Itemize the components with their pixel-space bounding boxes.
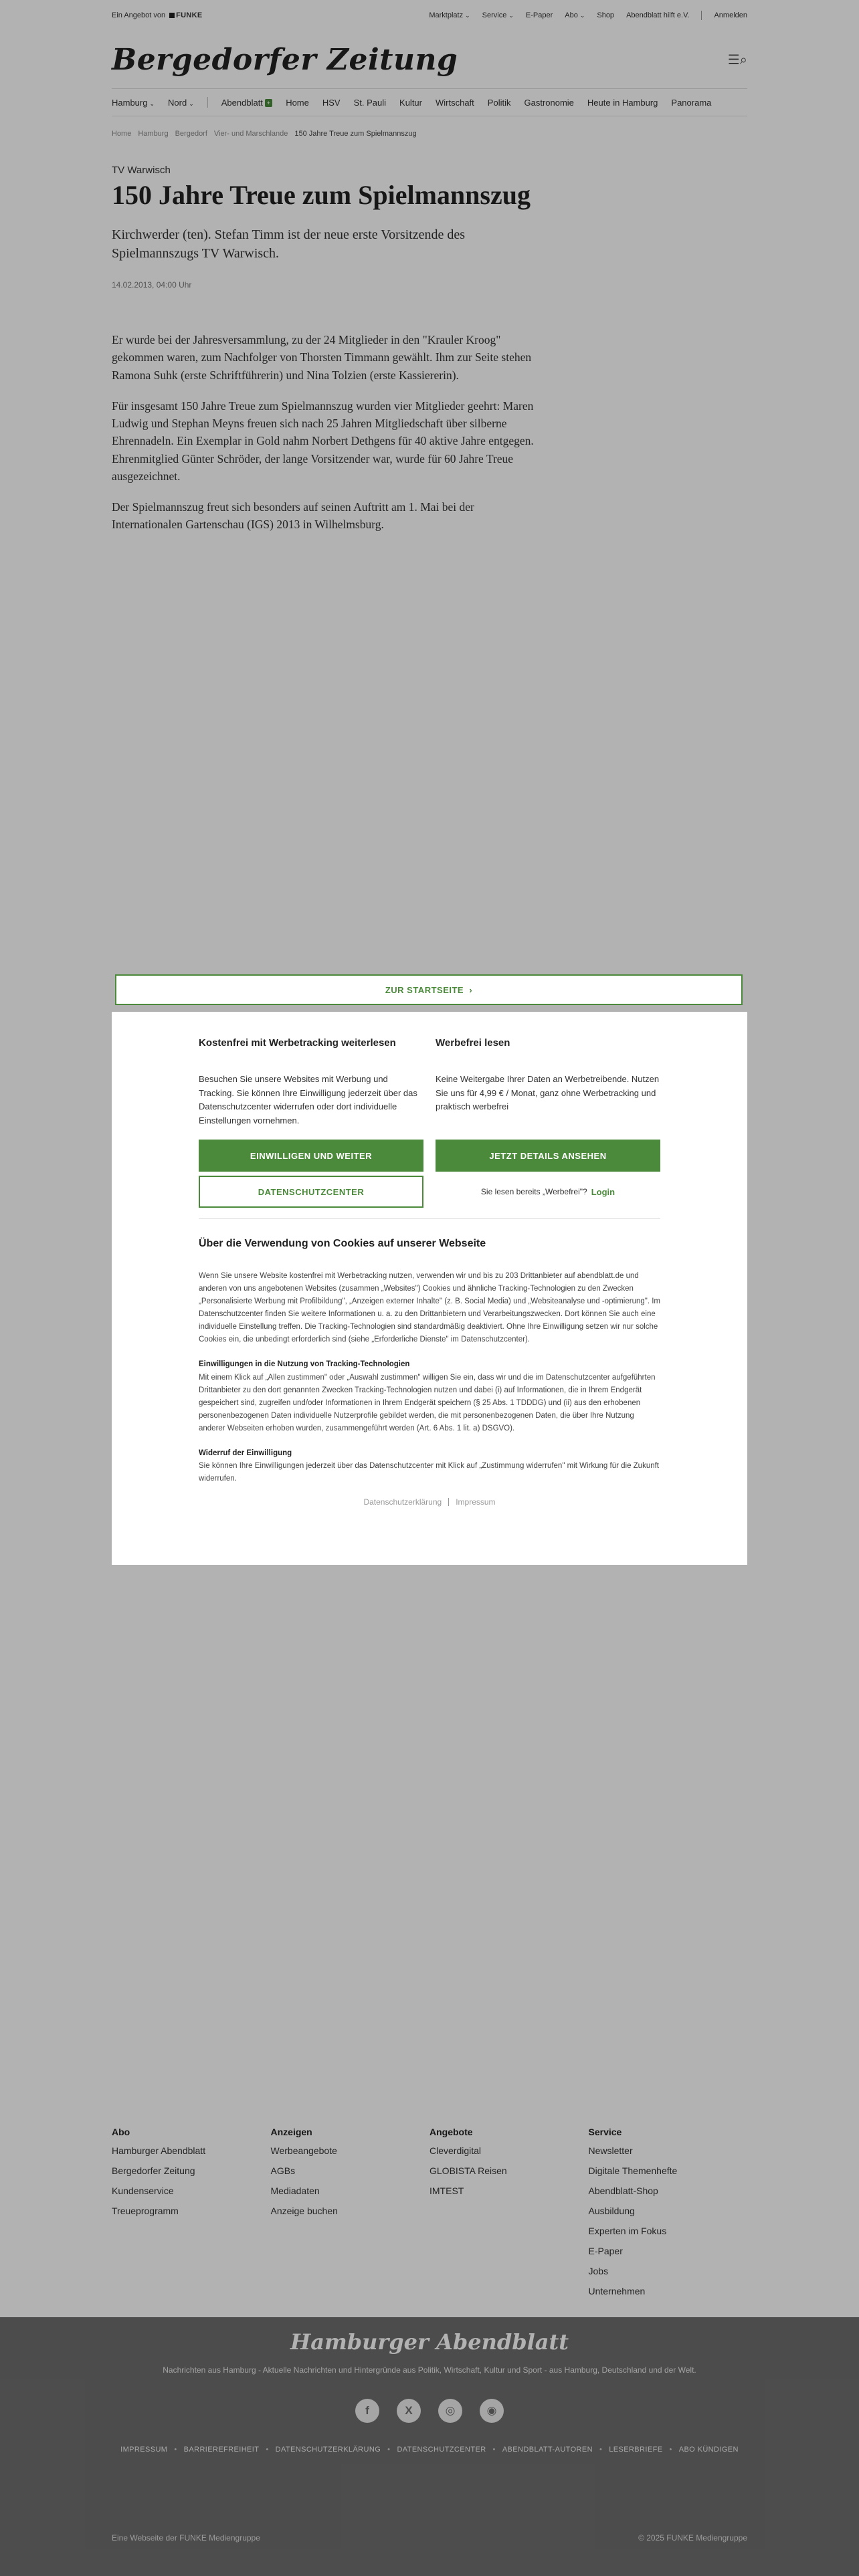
cookie-info-paragraph: Widerruf der Einwilligung Sie können Ihre Einwilligungen jederzeit über das Datenschutzcenter mit Klick auf „Zustimmung widerrufen" mit Wirkung für die Zukunft widerrufen.	[199, 1447, 660, 1485]
publisher-note: Eine Webseite der FUNKE Mediengruppe	[112, 2533, 260, 2543]
paid-option	[436, 1037, 660, 1208]
breadcrumb-item[interactable]: Bergedorf	[175, 130, 207, 138]
nav-item-abendblatt[interactable]: Abendblatt +	[221, 98, 272, 108]
free-option	[199, 1037, 423, 1208]
accept-button[interactable]: EINWILLIGEN UND WEITER	[199, 1140, 423, 1172]
nav-item-home[interactable]: Home	[286, 97, 309, 108]
breadcrumb-item[interactable]: Home	[112, 130, 132, 138]
footer-link[interactable]: AGBs	[270, 2165, 296, 2176]
article-paragraph: Für insgesamt 150 Jahre Treue zum Spielmannszug wurden vier Mitglieder geehrt: Maren Ludwig und Stephan Meyns freuen sich nach 25 Jahren Mitgliedschaft über silberne Ehrennadeln. Ein Exemplar in Gold nahm Norbert Dethgens für 40 aktive Jahre entgegen. Ehrenmitglied Günter Schröder, der lange Vorsitzender war, wurde für 60 Jahre Treue ausgezeichnet.	[112, 399, 534, 483]
topbar-link-epaper[interactable]: E-Paper	[525, 11, 553, 19]
plus-badge: +	[265, 99, 272, 107]
nav-item-politik[interactable]: Politik	[487, 97, 511, 108]
footer-link[interactable]: GLOBISTA Reisen	[430, 2165, 507, 2176]
footer-link[interactable]: Digitale Themenhefte	[588, 2165, 678, 2176]
breadcrumb-current: 150 Jahre Treue zum Spielmannszug	[294, 130, 417, 138]
cookie-info	[199, 1238, 660, 1485]
consent-dialog	[112, 1012, 747, 1565]
footer-link[interactable]: Jobs	[588, 2266, 609, 2276]
imprint-link[interactable]: Impressum	[456, 1497, 496, 1507]
topbar-link-abendblatt-hilft[interactable]: Abendblatt hilft e.V.	[626, 11, 690, 19]
article-kicker: TV Warwisch	[112, 165, 171, 176]
nav-item-st-pauli[interactable]: St. Pauli	[353, 97, 387, 108]
topbar-link-service[interactable]: Service ⌄	[482, 11, 514, 19]
site-logo[interactable]: Bergedorfer Zeitung	[112, 42, 458, 77]
nav-item-kultur[interactable]: Kultur	[399, 97, 422, 108]
chevron-down-icon: ⌄	[579, 12, 585, 19]
instagram-icon[interactable]: ◎	[438, 2399, 462, 2423]
menu-search-icon[interactable]: ☰⌕	[727, 52, 747, 68]
already-subscribed-text: Sie lesen bereits „Werbefrei"?	[480, 1187, 587, 1196]
divider	[199, 1218, 660, 1219]
article-lead: Kirchwerder (ten). Stefan Timm ist der neue erste Vorsitzende des Spielmannszugs TV Warwisch.	[112, 227, 466, 261]
facebook-icon[interactable]: f	[355, 2399, 379, 2423]
copyright: © 2025 FUNKE Mediengruppe	[638, 2533, 747, 2543]
rss-icon[interactable]: ◉	[480, 2399, 504, 2423]
nav-item-wirtschaft[interactable]: Wirtschaft	[436, 97, 474, 108]
footer-link[interactable]: Kundenservice	[112, 2185, 174, 2196]
legal-link[interactable]: DATENSCHUTZERKLÄRUNG	[275, 2446, 381, 2454]
legal-links: IMPRESSUM • BARRIEREFREIHEIT • DATENSCHUTZERKLÄRUNG • DATENSCHUTZCENTER • ABENDBLATT-AUTOREN • LESERBRIEFE • ABO KÜNDIGEN	[120, 2446, 739, 2454]
footer-link[interactable]: IMTEST	[430, 2185, 464, 2196]
legal-link[interactable]: ABO KÜNDIGEN	[678, 2446, 739, 2454]
footer-link[interactable]: Hamburger Abendblatt	[112, 2145, 206, 2156]
footer-link[interactable]: Experten im Fokus	[588, 2226, 667, 2236]
footer-link[interactable]: Newsletter	[588, 2145, 633, 2156]
footer-column-title: Abo	[112, 2127, 130, 2137]
chevron-down-icon: ⌄	[465, 12, 470, 19]
topbar-link-shop[interactable]: Shop	[597, 11, 615, 19]
login-link[interactable]: Anmelden	[714, 11, 747, 19]
footer-column-title: Service	[588, 2127, 622, 2137]
nav-item-panorama[interactable]: Panorama	[671, 97, 712, 108]
nav-item-hamburg[interactable]: Hamburg ⌄	[112, 97, 155, 108]
offer-text: Ein Angebot von	[112, 11, 166, 19]
paid-option-text: Keine Weitergabe Ihrer Daten an Werbetreibende. Nutzen Sie uns für 4,99 € / Monat, ganz ohne Werbetracking und praktisch werbefrei	[436, 1074, 660, 1112]
nav-item-gastronomie[interactable]: Gastronomie	[524, 97, 574, 108]
article-paragraph: Er wurde bei der Jahresversammlung, zu der 24 Mitglieder in den "Krauler Kroog" gekommen waren, zum Nachfolger von Thorsten Timmann gewählt. Ihm zur Seite stehen Ramona Suhk (erste Schriftführerin) und Nina Tolzien (erste Kassiererin).	[112, 333, 532, 382]
chevron-down-icon: ⌄	[508, 12, 514, 19]
footer-logo[interactable]: Hamburger Abendblatt	[290, 2329, 569, 2355]
consent-footer-links	[199, 1497, 660, 1507]
legal-link[interactable]: BARRIEREFREIHEIT	[183, 2446, 260, 2454]
privacy-policy-link[interactable]: Datenschutzerklärung	[363, 1497, 442, 1507]
nav-item-nord[interactable]: Nord ⌄	[168, 97, 194, 108]
paid-option-title: Werbefrei lesen	[436, 1037, 510, 1049]
cookie-info-paragraph: Wenn Sie unsere Website kostenfrei mit Werbetracking nutzen, verwenden wir und bis zu 203 Drittanbieter auf abendblatt.de und anderen von uns angebotenen Websites (zusammen „Websites") Cookies und ähnliche Tracking-Technologien zu den Zwecken „Personalisierte Werbung mit Profilbildung", „Anzeigen externer Inhalte" (z. B. Social Media) und „Websiteanalyse und -optimierung". Im Datenschutzcenter finden Sie weitere Informationen u. a. zu den Drittanbietern und Verarbeitungszwecken. Dort können Sie auch eine individuelle Einstellung treffen. Die Tracking-Technologien sind standardmäßig deaktiviert. Ohne Ihre Einwilligung setzen wir nur solche Cookies ein, die unbedingt erforderlich sind (siehe „Erforderliche Dienste" im Datenschutzcenter).	[199, 1272, 661, 1344]
footer-link[interactable]: Cleverdigital	[430, 2145, 482, 2156]
article-headline: 150 Jahre Treue zum Spielmannszug	[112, 180, 531, 210]
details-button[interactable]: JETZT DETAILS ANSEHEN	[436, 1140, 660, 1172]
footer-column-title: Angebote	[430, 2127, 473, 2137]
topbar-link-abo[interactable]: Abo ⌄	[565, 11, 585, 19]
footer-link[interactable]: Anzeige buchen	[270, 2206, 338, 2216]
footer-link[interactable]: Bergedorfer Zeitung	[112, 2165, 195, 2176]
footer-link[interactable]: E-Paper	[588, 2246, 623, 2256]
free-option-text: Besuchen Sie unsere Websites mit Werbung und Tracking. Sie können Ihre Einwilligung jederzeit über das Datenschutzcenter widerrufen oder dort individuelle Einstellungen vornehmen.	[199, 1074, 417, 1125]
x-icon[interactable]: X	[397, 2399, 421, 2423]
funke-logo[interactable]: FUNKE	[169, 11, 202, 19]
cookie-info-title: Über die Verwendung von Cookies auf unserer Webseite	[199, 1238, 486, 1249]
nav-item-hsv[interactable]: HSV	[322, 97, 341, 108]
already-subscribed	[436, 1176, 660, 1208]
footer-link[interactable]: Mediadaten	[270, 2185, 320, 2196]
legal-link[interactable]: LESERBRIEFE	[609, 2446, 663, 2454]
free-option-title: Kostenfrei mit Werbetracking weiterlesen	[199, 1037, 396, 1049]
article-date: 14.02.2013, 04:00 Uhr	[112, 280, 192, 290]
privacy-center-button[interactable]: DATENSCHUTZCENTER	[199, 1176, 423, 1208]
start-page-button[interactable]: ZUR STARTSEITE ›	[115, 974, 743, 1005]
legal-link[interactable]: ABENDBLATT-AUTOREN	[502, 2446, 593, 2454]
cookie-info-paragraph: Einwilligungen in die Nutzung von Tracking-Technologien Mit einem Klick auf „Allen zustimmen" oder „Auswahl zustimmen" willigen Sie ein, dass wir und die im Datenschutzcenter aufgeführten Drittanbieter zu den dort genannten Zwecken Tracking-Technologien nutzen und dabei (i) auf Informationen, die in Ihrem Endgerät gespeichert sind, zugreifen und/oder Informationen in Ihrem Endgerät speichern (§ 25 Abs. 1 TDDDG) und (ii) aus den erhobenen personenbezogenen Daten individuelle Nutzerprofile gebildet werden, die mit personenbezogenen Daten, die über Ihre Nutzung anderer Webseiten erhoben wurden, zusammengeführt werden (Art. 6 Abs. 1 lit. a) DSGVO).	[199, 1358, 660, 1434]
legal-link[interactable]: IMPRESSUM	[120, 2446, 168, 2454]
cookie-info-subtitle: Einwilligungen in die Nutzung von Tracking-Technologien	[199, 1360, 410, 1369]
footer-column-title: Anzeigen	[270, 2127, 312, 2137]
footer-tagline: Nachrichten aus Hamburg - Aktuelle Nachrichten und Hintergründe aus Politik, Wirtschaft, Kultur und Sport - aus Hamburg, Deutschland und der Welt.	[163, 2365, 696, 2375]
topbar-link-marktplatz[interactable]: Marktplatz ⌄	[429, 11, 470, 19]
breadcrumb-item[interactable]: Hamburg	[138, 130, 169, 138]
login-button[interactable]: Login	[591, 1186, 615, 1197]
breadcrumb-item[interactable]: Vier- und Marschlande	[213, 130, 288, 138]
legal-link[interactable]: DATENSCHUTZCENTER	[397, 2446, 486, 2454]
footer-link[interactable]: Werbeangebote	[270, 2145, 337, 2156]
footer-link[interactable]: Ausbildung	[588, 2206, 635, 2216]
footer-link[interactable]: Abendblatt-Shop	[588, 2185, 658, 2196]
nav-item-heute-in-hamburg[interactable]: Heute in Hamburg	[587, 97, 658, 108]
cookie-info-subtitle: Widerruf der Einwilligung	[199, 1448, 292, 1457]
footer-link[interactable]: Unternehmen	[588, 2286, 646, 2296]
footer-link[interactable]: Treueprogramm	[112, 2206, 179, 2216]
article-paragraph: Der Spielmannszug freut sich besonders auf seinen Auftritt am 1. Mai bei der Internationalen Gartenschau (IGS) 2013 in Wilhelmsburg.	[112, 500, 474, 532]
